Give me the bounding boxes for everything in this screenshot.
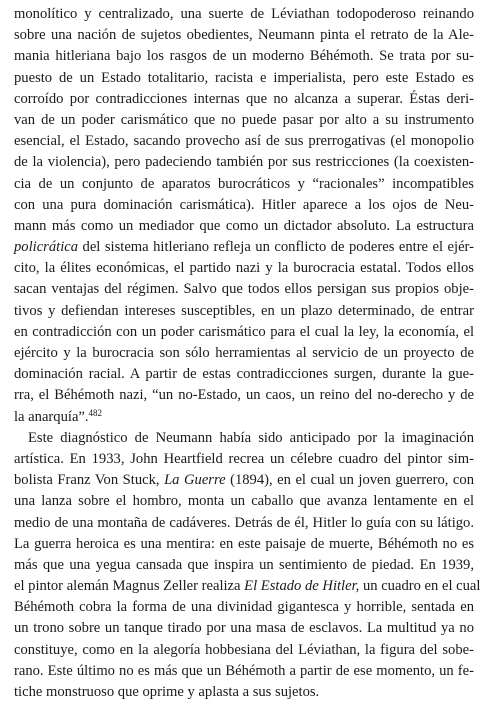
text-segment: bolista Franz Von Stuck, xyxy=(14,472,165,489)
text-segment: sacan ventajas del régimen. Salvo que todos ellos persigan sus propios obje- xyxy=(14,281,474,298)
text-segment: el pintor alemán Magnus Zeller realiza xyxy=(14,578,245,595)
text-segment: un trono sobre un tanque tirado por una masa de esclavos. La multitud ya no xyxy=(14,620,474,637)
text-line xyxy=(14,89,474,110)
text-segment: artística. En 1933, John Heartfield recrea un célebre cuadro del pintor sim- xyxy=(14,450,474,467)
text-line xyxy=(14,258,474,279)
text-segment: más que una yegua cansada que inspira un sentimiento de piedad. En 1939, xyxy=(14,556,474,573)
text-segment: (1894), en el cual un joven guerrero, con xyxy=(225,472,474,489)
text-line xyxy=(14,534,474,555)
text-line xyxy=(14,428,474,449)
text-line xyxy=(14,449,474,470)
text-line xyxy=(14,682,474,703)
text-line xyxy=(14,385,474,406)
text-line xyxy=(14,322,474,343)
text-segment: mania hitleriana bajo los rasgos de un moderno Béhémoth. Se trata por su- xyxy=(14,48,474,65)
italic-title: policrática xyxy=(14,239,79,256)
text-line xyxy=(14,661,474,682)
text-segment: del sistema hitleriano refleja un conflicto de poderes entre el ejér- xyxy=(78,239,474,256)
text-segment: la anarquía”. xyxy=(14,408,89,425)
text-segment: ejército y la burocracia son sólo herramientas al servicio de un proyecto de xyxy=(14,345,474,361)
text-segment: de la violencia), pero padeciendo también por sus restricciones (la coexisten- xyxy=(14,154,474,171)
text-segment: La guerra heroica es una mentira: en este paisaje de muerte, Béhémoth no es xyxy=(14,535,474,552)
text-line xyxy=(14,407,474,428)
text-line xyxy=(14,131,474,152)
text-line xyxy=(14,576,481,597)
text-segment: medio de una montaña de cadáveres. Detrás de él, Hitler lo guía con su látigo. xyxy=(14,514,474,531)
footnote-ref: 482 xyxy=(88,407,103,418)
text-line xyxy=(14,513,474,534)
italic-title: La Guerre xyxy=(164,472,226,489)
body-text xyxy=(14,4,481,703)
text-segment: Este diagnóstico de Neumann había sido anticipado por la imaginación xyxy=(28,429,474,446)
text-line xyxy=(14,343,474,364)
text-segment: Béhémoth cobra la forma de una divinidad gigantesca y horrible, sentada en xyxy=(14,599,474,616)
text-segment: esencial, el Estado, sacando provecho así de sus prerrogativas (el monopolio xyxy=(14,133,474,150)
text-segment: cia de un conjunto de aparatos burocráticos y “racionales” incompatibles xyxy=(14,175,474,192)
text-line xyxy=(14,618,474,639)
italic-title: El Estado de Hitler, xyxy=(244,578,360,595)
text-line xyxy=(14,195,474,216)
text-line xyxy=(14,470,474,491)
text-segment: mann más como un mediador que como un dictador absoluto. La estructura xyxy=(14,217,474,234)
text-line xyxy=(14,4,474,25)
text-segment: una lanza sobre el hombro, monta un caballo que avanza lentamente en el xyxy=(14,493,474,510)
text-line xyxy=(14,597,474,618)
text-line xyxy=(14,640,474,661)
text-segment: en contradicción con un poder carismático para el cual la ley, la economía, el xyxy=(14,323,474,340)
text-segment: rra, el Béhémoth nazi, “un no-Estado, un caos, un reino del no-derecho y de xyxy=(14,387,474,404)
text-line xyxy=(14,555,474,576)
text-segment: monolítico y centralizado, una suerte de Léviathan todopoderoso reinando xyxy=(14,6,474,22)
paragraph xyxy=(14,4,474,428)
text-line xyxy=(14,110,474,131)
text-line xyxy=(14,364,474,385)
text-line xyxy=(14,68,474,89)
text-line xyxy=(14,237,474,258)
text-segment: tivos y defiendan intereses susceptibles, en un plazo determinado, de entrar xyxy=(14,302,474,319)
text-line xyxy=(14,174,474,195)
text-segment: con una pura dominación carismática). Hitler aparece a los ojos de Neu- xyxy=(14,196,474,213)
paragraph xyxy=(14,428,481,703)
text-line xyxy=(14,25,474,46)
text-line xyxy=(14,46,474,67)
text-line xyxy=(14,491,474,512)
text-line xyxy=(14,152,474,173)
text-segment: dominación racial. A partir de estas contradicciones surgen, durante la gue- xyxy=(14,366,474,383)
text-segment: constituye, como en la alegoría hobbesiana del Léviathan, la figura del sobe- xyxy=(14,641,474,658)
text-line xyxy=(14,216,474,237)
text-segment: rano. Este último no es más que un Béhémoth a partir de ese momento, un fe- xyxy=(14,662,474,679)
text-segment: puesto de un Estado totalitario, racista e imperialista, pero este Estado es xyxy=(14,69,474,86)
text-segment: cito, la élites económicas, el partido nazi y la burocracia estatal. Todos ellos xyxy=(14,260,474,277)
text-line xyxy=(14,279,474,300)
text-line xyxy=(14,301,474,322)
text-segment: corroído por contradicciones internas que no alcanza a superar. Éstas deri- xyxy=(14,90,474,107)
text-segment: tiche monstruoso que oprime y aplasta a sus sujetos. xyxy=(14,684,320,700)
text-segment: un cuadro en el cual xyxy=(359,578,481,595)
text-segment: sobre una nación de sujetos obedientes, Neumann pinta el retrato de la Ale- xyxy=(14,27,474,44)
text-segment: van de un poder carismático que no puede pasar por alto a su instrumento xyxy=(14,111,474,128)
